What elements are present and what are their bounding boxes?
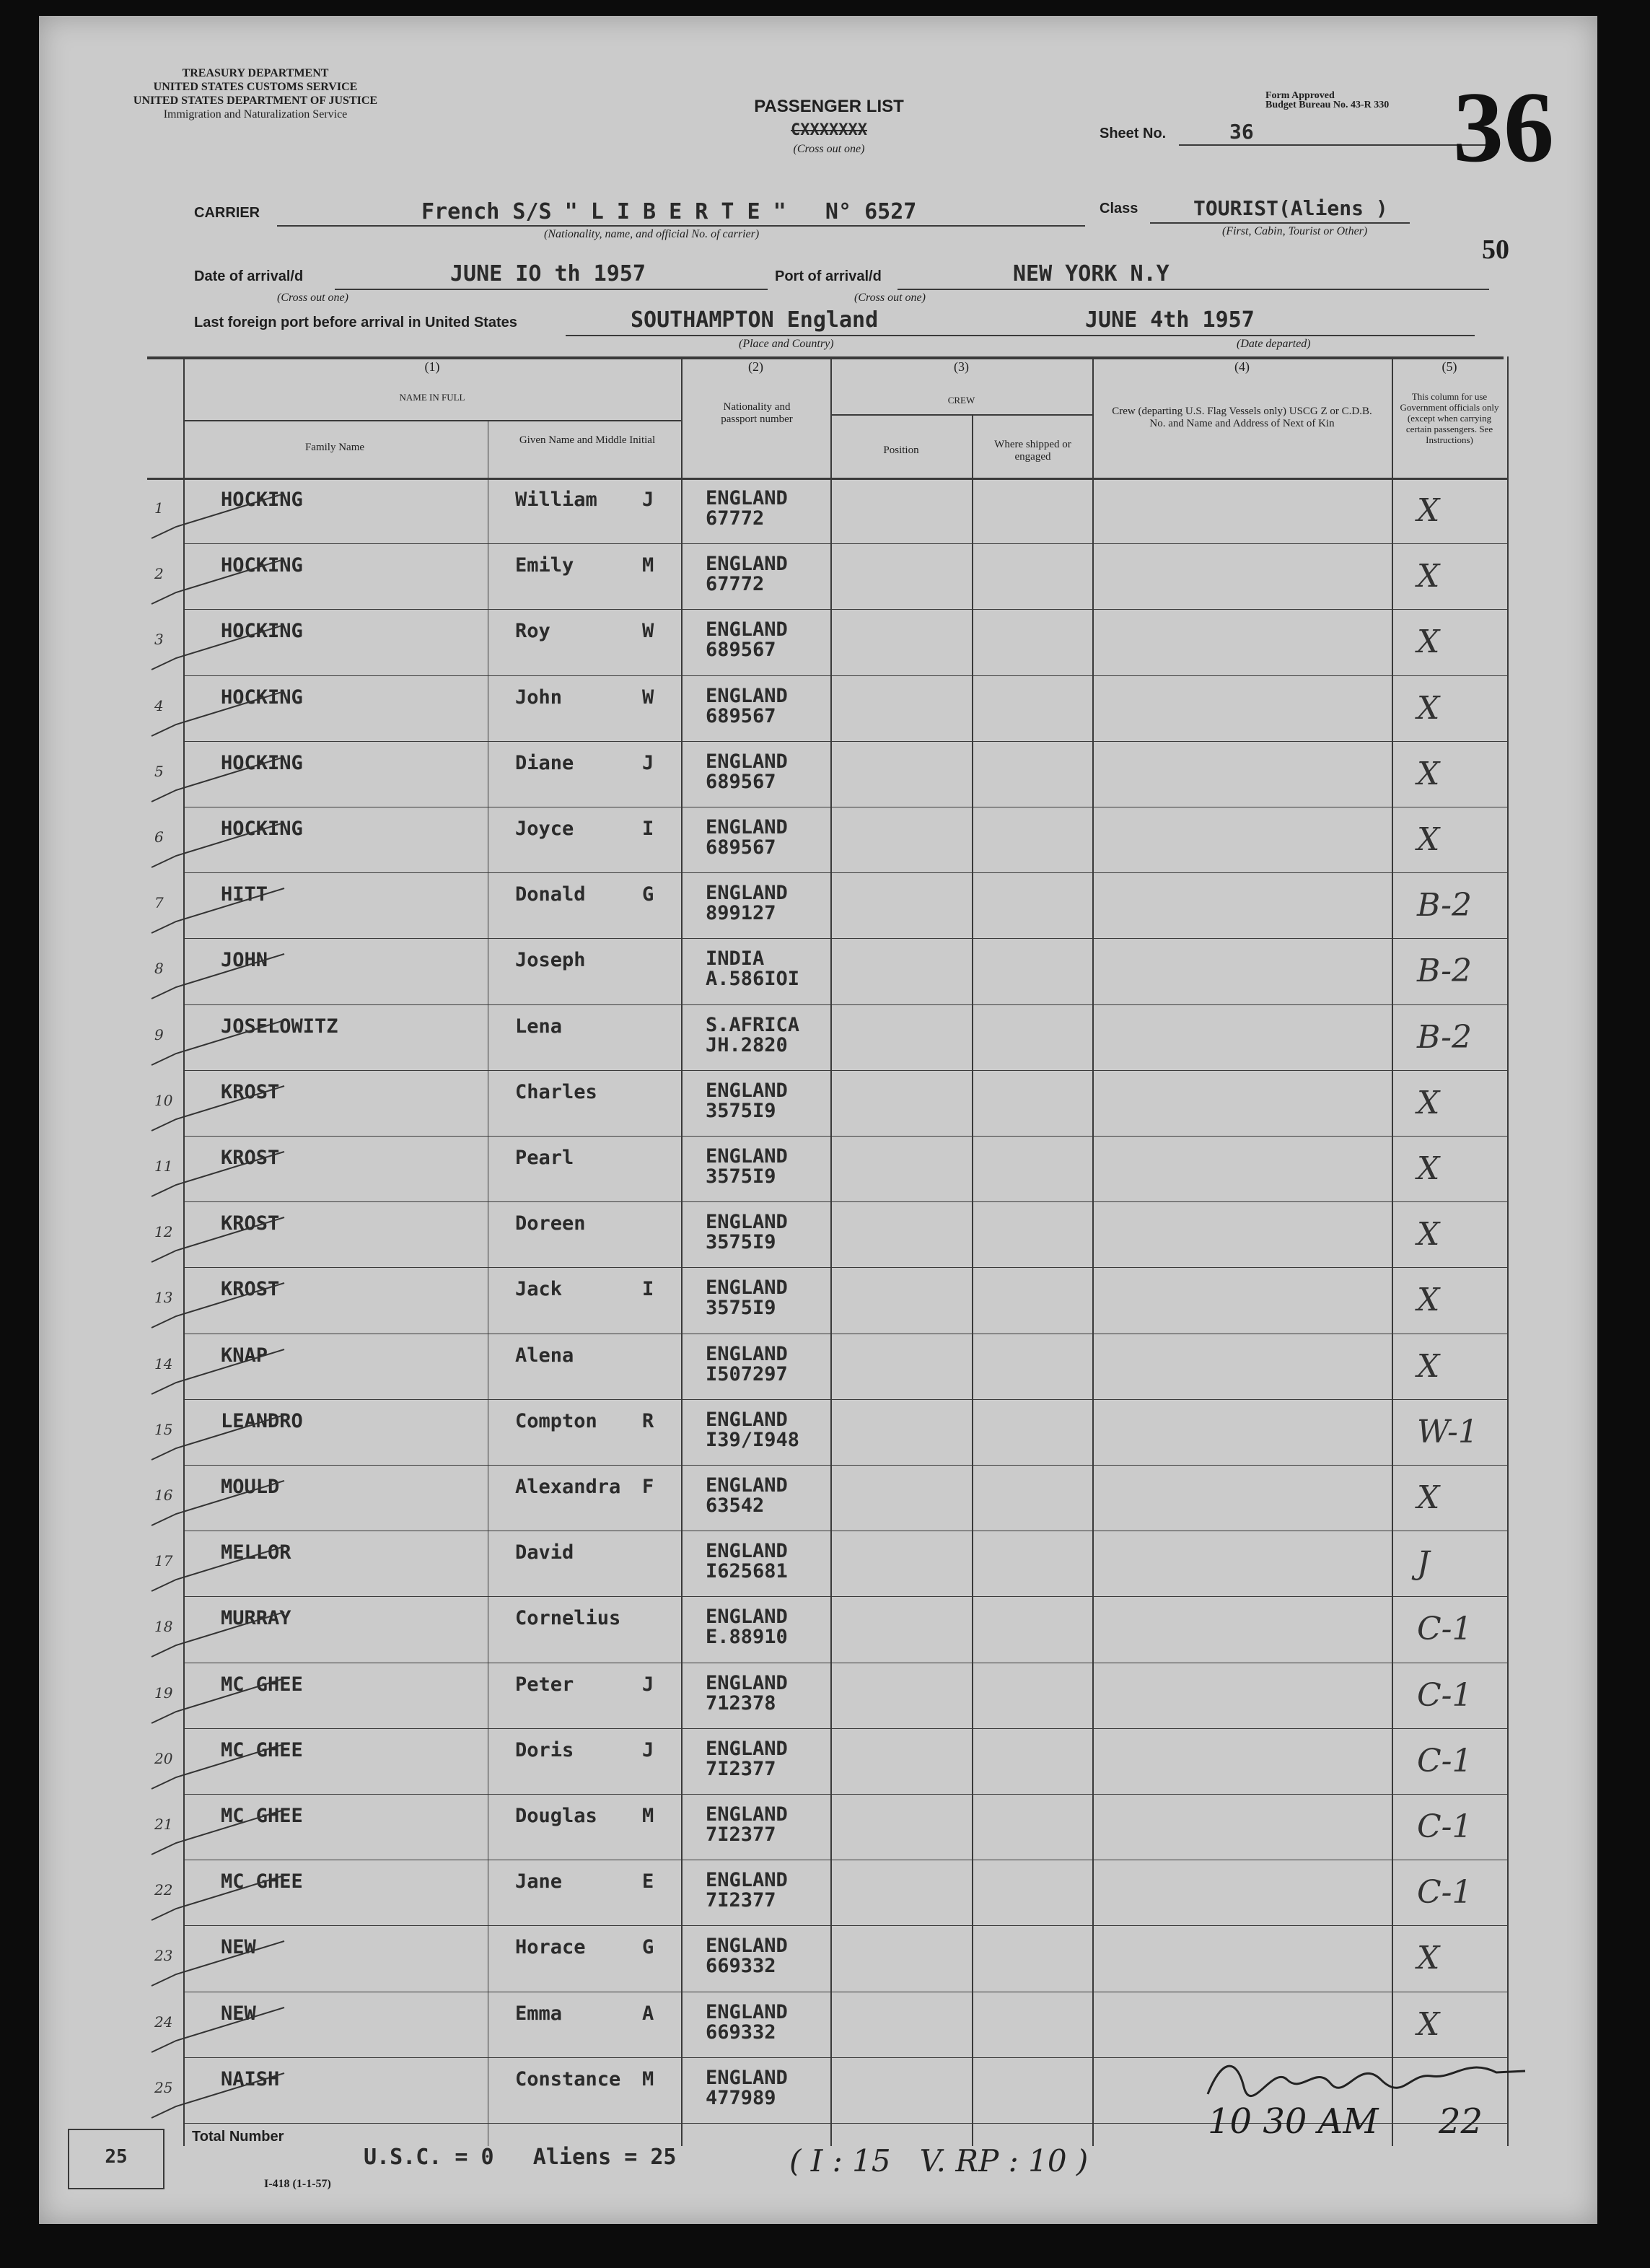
given-name: Pearl — [515, 1147, 574, 1169]
passport-number: 689567 — [706, 704, 776, 727]
passport-number: 689567 — [706, 770, 776, 793]
nationality: ENGLAND — [706, 882, 788, 905]
family-name: MC GHEE — [221, 1738, 303, 1761]
total-label: Total Number — [192, 2129, 284, 2145]
row-number: 16 — [154, 1487, 173, 1504]
given-name: Joseph — [515, 949, 586, 972]
family-name: HITT — [221, 883, 268, 906]
passport-number: 3575I9 — [706, 1231, 776, 1254]
nationality: S.AFRICA — [706, 1013, 800, 1036]
official-mark: X — [1417, 1084, 1440, 1121]
official-mark: X — [1417, 1479, 1440, 1516]
carrier-value: French S/S " L I B E R T E " N° 6527 — [421, 199, 917, 224]
nationality: ENGLAND — [706, 1540, 788, 1563]
nationality: ENGLAND — [706, 1606, 788, 1629]
nationality: ENGLAND — [706, 1145, 788, 1168]
official-mark: B-2 — [1417, 887, 1473, 924]
check-tick-icon — [147, 1541, 291, 1601]
official-mark: X — [1417, 1150, 1440, 1187]
official-mark: X — [1417, 1347, 1440, 1385]
passport-number: 712378 — [706, 1691, 776, 1715]
family-name: MC GHEE — [221, 1673, 303, 1696]
row-number: 2 — [154, 565, 164, 583]
official-mark: X — [1417, 558, 1440, 595]
row-number: 14 — [154, 1354, 173, 1372]
official-mark: B-2 — [1417, 1018, 1473, 1056]
nationality: ENGLAND — [706, 750, 788, 773]
class-value: TOURIST(Aliens ) — [1193, 196, 1388, 220]
signature-extra: 22 — [1439, 2101, 1483, 2142]
family-name: HOCKING — [221, 751, 303, 774]
cross-out-caption: (Cross out one) — [793, 143, 865, 155]
given-name: Charles — [515, 1080, 597, 1103]
middle-initial: R — [642, 1409, 654, 1432]
check-tick-icon — [147, 754, 291, 812]
family-name: NAISH — [221, 2067, 280, 2090]
given-name: Roy — [515, 620, 550, 643]
check-tick-icon — [147, 1344, 291, 1404]
nationality: ENGLAND — [706, 1277, 788, 1300]
agency-line-4: Immigration and Naturalization Service — [163, 108, 348, 121]
middle-initial: A — [642, 2002, 654, 2025]
check-tick-icon — [147, 1938, 291, 1996]
middle-initial: M — [642, 2067, 654, 2090]
row-number: 19 — [154, 1684, 173, 1702]
agency-line-3: UNITED STATES DEPARTMENT OF JUSTICE — [133, 95, 378, 107]
check-tick-icon — [147, 1609, 291, 1667]
official-mark: J — [1417, 1545, 1430, 1582]
given-name: Emma — [515, 2002, 563, 2025]
passport-number: I625681 — [706, 1560, 788, 1583]
given-name: Cornelius — [515, 1607, 621, 1630]
port-value: NEW YORK N.Y — [1013, 261, 1170, 286]
passport-number: 689567 — [706, 836, 776, 859]
col1-title: NAME IN FULL — [399, 392, 465, 403]
check-tick-icon — [147, 951, 291, 1009]
col4-num: (4) — [1234, 359, 1250, 374]
family-name: JOHN — [221, 949, 268, 972]
official-mark: X — [1417, 492, 1440, 529]
check-tick-icon — [147, 556, 291, 614]
row-number: 15 — [154, 1420, 173, 1438]
check-tick-icon — [147, 1149, 291, 1207]
signature-time: 10 30 AM — [1208, 2101, 1379, 2142]
official-mark: C-1 — [1417, 1874, 1473, 1912]
port-cross-caption: (Cross out one) — [854, 292, 926, 304]
nationality: ENGLAND — [706, 1211, 788, 1234]
col3-title: CREW — [947, 395, 975, 406]
budget-note — [1265, 91, 1389, 110]
departed-value: JUNE 4th 1957 — [1085, 307, 1255, 333]
row-number: 20 — [154, 1749, 173, 1767]
given-name: Joyce — [515, 818, 574, 840]
passport-number: 669332 — [706, 2020, 776, 2044]
agency-block — [68, 66, 443, 121]
passport-number: A.586IOI — [706, 968, 800, 991]
row-number: 7 — [154, 894, 164, 912]
middle-initial: E — [642, 1870, 654, 1893]
given-name: Lena — [515, 1015, 563, 1038]
family-name: HOCKING — [221, 620, 303, 643]
check-tick-icon — [147, 1280, 291, 1338]
passport-number: 67772 — [706, 573, 765, 596]
row-number: 25 — [154, 2078, 173, 2096]
arrival-value: JUNE IO th 1957 — [450, 261, 646, 286]
row-number: 3 — [154, 631, 164, 649]
check-tick-icon — [147, 491, 291, 548]
given-name: Compton — [515, 1409, 597, 1432]
row-number: 8 — [154, 960, 164, 978]
passport-number: JH.2820 — [706, 1033, 788, 1056]
given-name: Alexandra — [515, 1476, 621, 1498]
check-tick-icon — [147, 1741, 291, 1799]
carrier-caption: (Nationality, name, and official No. of carrier) — [544, 228, 760, 240]
passport-number: I39/I948 — [706, 1428, 800, 1451]
nationality: ENGLAND — [706, 487, 788, 509]
class-caption: (First, Cabin, Tourist or Other) — [1222, 225, 1368, 237]
check-tick-icon — [147, 1214, 291, 1272]
col5-num: (5) — [1441, 359, 1457, 374]
col-given-name: Given Name and Middle Initial — [519, 434, 656, 446]
row-number: 12 — [154, 1223, 173, 1241]
middle-initial: J — [642, 1738, 654, 1761]
given-name: William — [515, 489, 597, 511]
family-name: LEANDRO — [221, 1409, 303, 1432]
passport-number: 7I2377 — [706, 1757, 776, 1780]
row-number: 11 — [154, 1157, 173, 1175]
passport-number: 689567 — [706, 639, 776, 662]
form-number: I-418 (1-1-57) — [264, 2178, 331, 2190]
check-tick-icon — [147, 2067, 291, 2128]
totals-handwritten: ( I : 15 V. RP : 10 ) — [789, 2143, 1089, 2179]
check-tick-icon — [147, 820, 291, 877]
col-where-shipped: Where shipped or engaged — [994, 439, 1071, 463]
family-name: HOCKING — [221, 489, 303, 511]
nationality: ENGLAND — [706, 816, 788, 839]
check-tick-icon — [147, 1017, 291, 1075]
nationality: ENGLAND — [706, 1342, 788, 1365]
passport-number: 67772 — [706, 507, 765, 530]
official-mark: X — [1417, 1216, 1440, 1253]
official-mark: X — [1417, 821, 1440, 858]
given-name: Doreen — [515, 1212, 586, 1235]
given-name: Constance — [515, 2067, 621, 2090]
check-tick-icon — [147, 1807, 291, 1865]
official-mark: X — [1417, 1282, 1440, 1319]
family-name: MC GHEE — [221, 1805, 303, 1827]
col3-num: (3) — [954, 359, 969, 374]
col5-title: This column for use Government officials only (except when carrying certain passengers. See Instructions) — [1400, 391, 1499, 445]
nationality: INDIA — [706, 947, 765, 971]
family-name: MC GHEE — [221, 1870, 303, 1893]
row-number: 23 — [154, 1947, 173, 1965]
nationality: ENGLAND — [706, 1079, 788, 1102]
family-name: MOULD — [221, 1476, 280, 1498]
given-name: Jack — [515, 1278, 563, 1301]
nationality: ENGLAND — [706, 553, 788, 576]
side-number: 50 — [1482, 235, 1509, 265]
middle-initial: I — [642, 818, 654, 840]
port-label: Port of arrival/d — [775, 268, 882, 284]
budget-bureau: Budget Bureau No. 43-R 330 — [1265, 100, 1390, 110]
passenger-list-sheet — [39, 16, 1597, 2224]
col1-num: (1) — [424, 359, 440, 374]
col2-title: Nationality and passport number — [721, 401, 793, 425]
form-title: PASSENGER LIST — [754, 97, 904, 116]
official-mark: B-2 — [1417, 953, 1473, 990]
passport-number: I507297 — [706, 1362, 788, 1385]
official-mark: X — [1417, 755, 1440, 792]
col-family-name: Family Name — [304, 442, 365, 453]
lastport-caption: (Place and Country) — [739, 338, 834, 350]
lastport-value: SOUTHAMPTON England — [631, 307, 879, 333]
arrival-label: Date of arrival/d — [194, 268, 304, 284]
passport-number: 3575I9 — [706, 1165, 776, 1188]
given-name: Doris — [515, 1738, 574, 1761]
total-box-value: 25 — [105, 2146, 128, 2168]
col-position: Position — [883, 445, 919, 456]
passport-number: E.88910 — [706, 1626, 788, 1649]
given-name: Horace — [515, 1936, 586, 1959]
nationality: ENGLAND — [706, 1474, 788, 1497]
middle-initial: J — [642, 1673, 654, 1696]
lastport-label: Last foreign port before arrival in United States — [194, 315, 517, 330]
nationality: ENGLAND — [706, 618, 788, 642]
agency-line-1: TREASURY DEPARTMENT — [182, 67, 329, 79]
middle-initial: W — [642, 686, 654, 709]
given-name: Douglas — [515, 1805, 597, 1827]
row-number: 21 — [154, 1816, 173, 1833]
nationality: ENGLAND — [706, 1803, 788, 1826]
col4-title: Crew (departing U.S. Flag Vessels only) USCG Z or C.D.B. No. and Name and Address of Next of Kin — [1112, 406, 1372, 429]
family-name: HOCKING — [221, 554, 303, 577]
family-name: KROST — [221, 1080, 280, 1103]
row-number: 4 — [154, 696, 164, 714]
family-name: HOCKING — [221, 818, 303, 840]
given-name: David — [515, 1541, 574, 1564]
arrival-cross-caption: (Cross out one) — [277, 292, 348, 304]
row-number: 6 — [154, 828, 164, 846]
family-name: MURRAY — [221, 1607, 291, 1630]
nationality: ENGLAND — [706, 1408, 788, 1431]
official-mark: X — [1417, 1940, 1440, 1977]
family-name: NEW — [221, 1936, 256, 1959]
sheet-number: 36 — [1229, 120, 1254, 144]
check-tick-icon — [147, 1873, 291, 1930]
passport-number: 477989 — [706, 2086, 776, 2109]
official-mark: X — [1417, 689, 1440, 727]
passport-number: 7I2377 — [706, 1889, 776, 1912]
official-mark: C-1 — [1417, 1676, 1473, 1714]
middle-initial: J — [642, 751, 654, 774]
given-name: Jane — [515, 1870, 563, 1893]
nationality: ENGLAND — [706, 2000, 788, 2023]
row-number: 17 — [154, 1552, 173, 1570]
check-tick-icon — [147, 1676, 291, 1733]
middle-initial: W — [642, 620, 654, 643]
row-number: 9 — [154, 1025, 164, 1043]
nationality: ENGLAND — [706, 684, 788, 707]
given-name: Donald — [515, 883, 586, 906]
middle-initial: G — [642, 883, 654, 906]
nationality: ENGLAND — [706, 2066, 788, 2089]
given-name: Peter — [515, 1673, 574, 1696]
row-number: 5 — [154, 762, 164, 780]
handwritten-signature — [1193, 2051, 1540, 2109]
middle-initial: F — [642, 1476, 654, 1498]
family-name: MELLOR — [221, 1541, 291, 1564]
passport-number: 63542 — [706, 1494, 765, 1517]
nationality: ENGLAND — [706, 1869, 788, 1892]
official-mark: X — [1417, 2005, 1440, 2043]
nationality: ENGLAND — [706, 1935, 788, 1958]
col2-num: (2) — [748, 359, 763, 374]
official-mark: C-1 — [1417, 1808, 1473, 1845]
agency-line-2: UNITED STATES CUSTOMS SERVICE — [153, 81, 358, 93]
sheet-stamp: 36 — [1453, 71, 1554, 183]
check-tick-icon — [147, 2002, 291, 2062]
family-name: KROST — [221, 1212, 280, 1235]
sheet-label: Sheet No. — [1100, 126, 1167, 141]
check-tick-icon — [147, 1080, 291, 1141]
official-mark: C-1 — [1417, 1742, 1473, 1779]
given-name: John — [515, 686, 563, 709]
family-name: HOCKING — [221, 686, 303, 709]
nationality: ENGLAND — [706, 1671, 788, 1694]
totals-typed: U.S.C. = 0 Aliens = 25 — [364, 2145, 677, 2170]
passport-number: 669332 — [706, 1955, 776, 1978]
nationality: ENGLAND — [706, 1737, 788, 1760]
form-approved: Form Approved — [1265, 90, 1335, 101]
middle-initial: M — [642, 554, 654, 577]
row-number: 22 — [154, 1881, 173, 1899]
middle-initial: G — [642, 1936, 654, 1959]
family-name: KROST — [221, 1278, 280, 1301]
class-label: Class — [1100, 201, 1138, 216]
passport-number: 3575I9 — [706, 1099, 776, 1122]
official-mark: C-1 — [1417, 1611, 1473, 1648]
carrier-label: CARRIER — [194, 205, 260, 221]
check-tick-icon — [147, 1478, 291, 1536]
row-number: 24 — [154, 2013, 173, 2031]
row-number: 10 — [154, 1091, 173, 1109]
official-mark: W-1 — [1417, 1413, 1478, 1450]
family-name: NEW — [221, 2002, 256, 2025]
departed-caption: (Date departed) — [1237, 338, 1311, 350]
row-number: 13 — [154, 1289, 173, 1307]
family-name: KNAP — [221, 1344, 268, 1367]
passport-number: 7I2377 — [706, 1823, 776, 1846]
total-box — [68, 2129, 164, 2189]
row-number: 1 — [154, 499, 164, 517]
given-name: Alena — [515, 1344, 574, 1367]
family-name: KROST — [221, 1147, 280, 1169]
given-name: Emily — [515, 554, 574, 577]
official-mark: X — [1417, 623, 1440, 661]
family-name: JOSELOWITZ — [221, 1015, 338, 1038]
check-tick-icon — [147, 688, 291, 746]
middle-initial: M — [642, 1805, 654, 1827]
middle-initial: I — [642, 1278, 654, 1301]
middle-initial: J — [642, 489, 654, 511]
passport-number: 3575I9 — [706, 1297, 776, 1320]
check-tick-icon — [147, 1412, 291, 1470]
row-number: 18 — [154, 1618, 173, 1636]
given-name: Diane — [515, 751, 574, 774]
form-subtitle: CXXXXXXX — [791, 121, 867, 139]
passport-number: 899127 — [706, 902, 776, 925]
check-tick-icon — [147, 622, 291, 680]
check-tick-icon — [147, 885, 291, 943]
